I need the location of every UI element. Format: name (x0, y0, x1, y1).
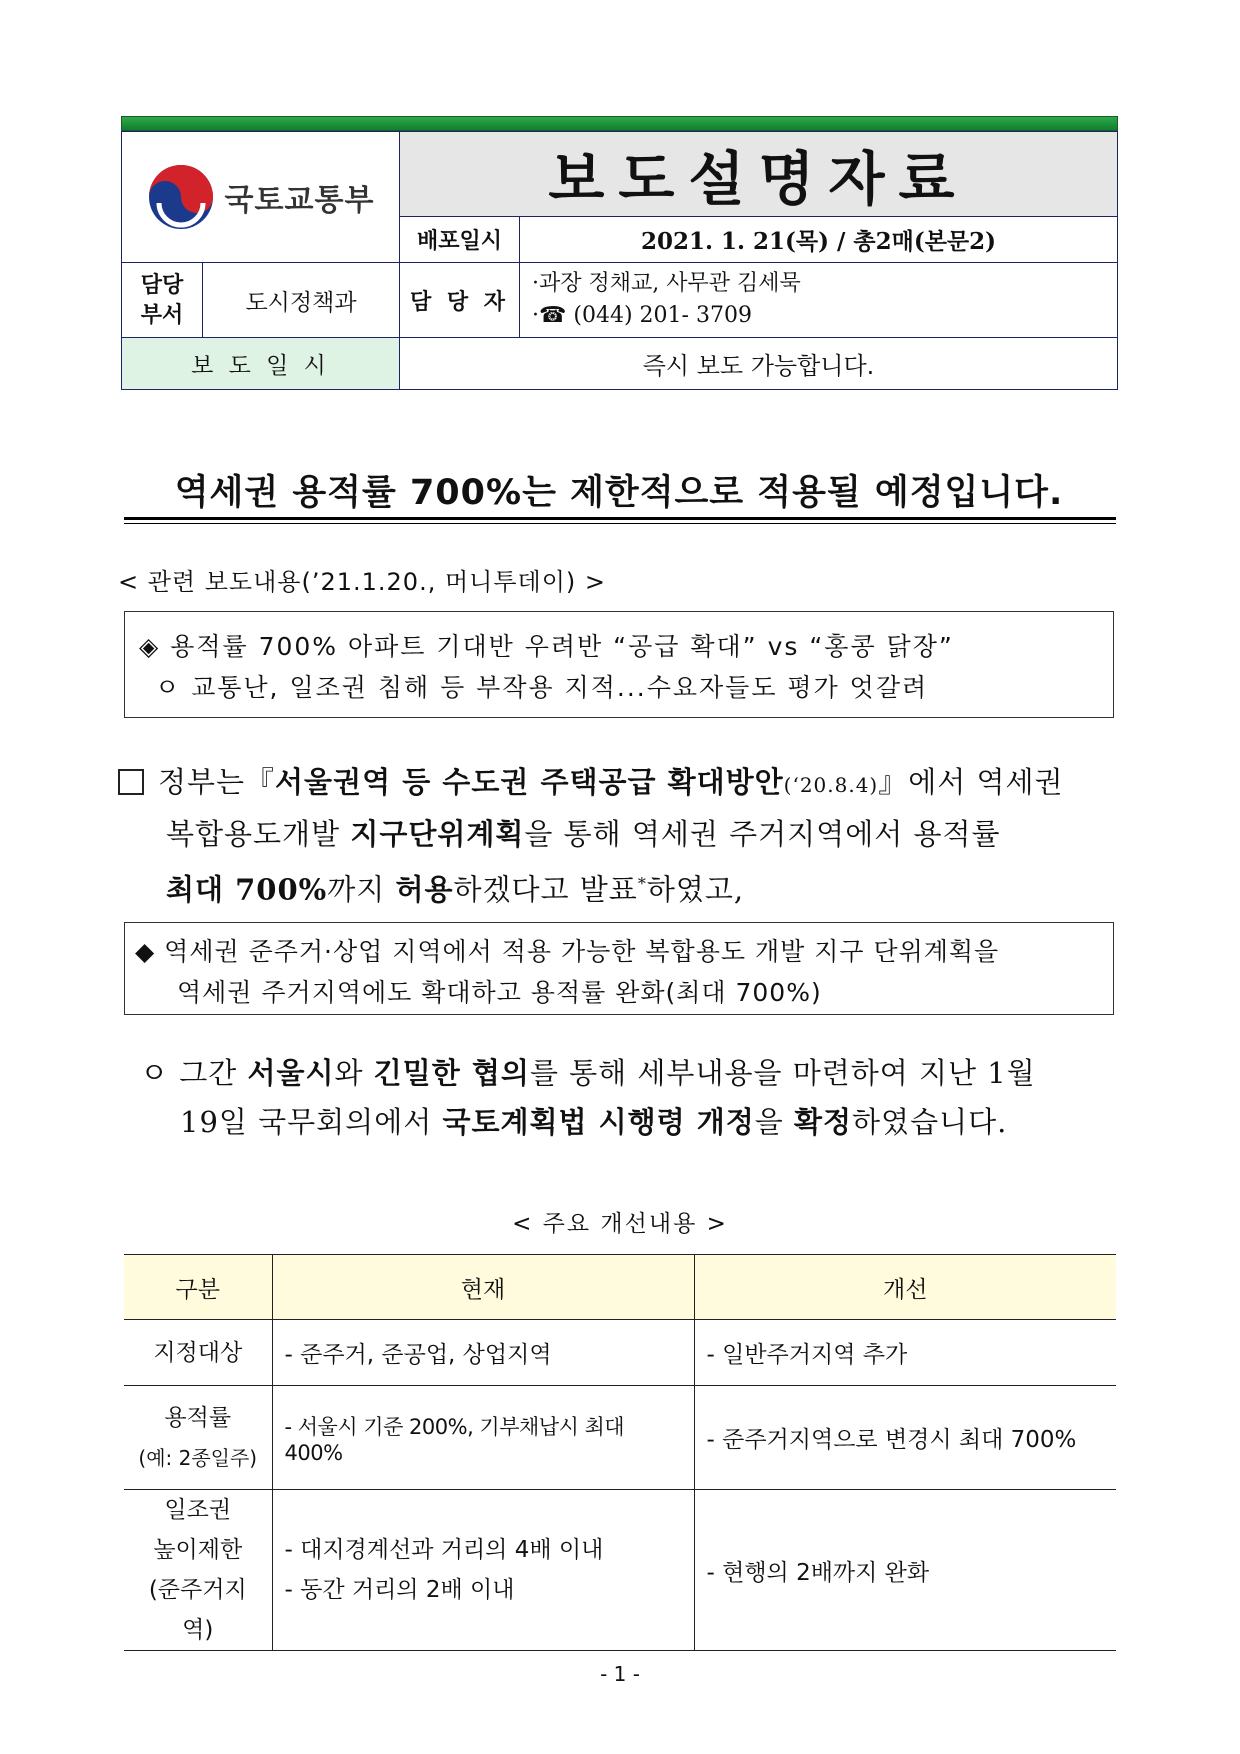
news-summary-box (124, 611, 1114, 718)
distribution-label: 배포일시 (400, 217, 520, 263)
row-label: 지정대상 (153, 1339, 243, 1366)
row-label: 용적률 (164, 1404, 232, 1431)
ministry-logo-cell (122, 132, 400, 263)
press-header (121, 116, 1118, 390)
note-line-2: 역세권 주거지역에도 확대하고 용적률 완화(최대 700%) (177, 978, 822, 1007)
current-value: - 서울시 기준 200%, 기부채납시 최대 400% (284, 1414, 625, 1465)
table-header: 현재 (272, 1255, 694, 1320)
table-header: 개선 (694, 1255, 1116, 1320)
headline-rule-thick (124, 517, 1116, 520)
current-value: - 대지경계선과 거리의 4배 이내 (284, 1537, 604, 1563)
p1-text: 하였고, (646, 872, 745, 907)
contact-label: 담 당 자 (400, 263, 520, 338)
p1-text: 정부는『 (158, 765, 276, 799)
row-label: 일조권 (164, 1497, 232, 1523)
p2-text: 을 (754, 1105, 795, 1139)
headline: 역세권 용적률 700%는 제한적으로 적용될 예정입니다. (174, 473, 1064, 513)
p2-bold: 서울시 (247, 1056, 335, 1090)
p2-text: 19일 국무회의에서 (180, 1105, 443, 1139)
p2-bold: 긴밀한 협의 (373, 1056, 530, 1090)
p1-bold: 최대 700% (166, 872, 328, 907)
header-green-bar (121, 116, 1118, 131)
note-box (124, 922, 1114, 1015)
current-value: - 준주거, 준공업, 상업지역 (284, 1342, 552, 1368)
p1-date: (‘20.8.4) (783, 773, 879, 797)
row-label-sub: (예: 2종일주) (138, 1445, 258, 1470)
related-news-caption: < 관련 보도내용(’21.1.20., 머니투데이) > (118, 568, 606, 596)
p2-bold: 확정 (794, 1105, 853, 1139)
p1-text: 복합용도개발 (166, 817, 351, 851)
ministry-name: 국토교통부 (224, 183, 375, 218)
contact-line-2: ·☎ (044) 201- 3709 (532, 303, 752, 328)
table-header: 구분 (124, 1255, 272, 1320)
table-caption: < 주요 개선내용 > (512, 1211, 728, 1237)
p2-text: 와 (334, 1056, 374, 1090)
doc-type-title: 보도설명자료 (400, 132, 1118, 217)
dept-value: 도시정책과 (245, 289, 357, 316)
current-value: - 동간 거리의 2배 이내 (284, 1577, 515, 1603)
p1-text: 』에서 역세권 (878, 765, 1064, 799)
headline-rule-thin (124, 523, 1116, 524)
table-row (124, 1490, 1116, 1651)
footnote-mark: * (637, 874, 647, 893)
row-label-sub: 높이제한 (153, 1537, 243, 1563)
main-paragraph (118, 758, 1118, 915)
p2-bold: 국토계획법 시행령 개정 (442, 1105, 755, 1139)
p1-text: 하겠다고 발표 (453, 872, 638, 907)
p1-bold: 허용 (395, 872, 454, 907)
p1-bold: 서울권역 등 수도권 주택공급 확대방안 (275, 765, 784, 799)
header-table (121, 131, 1118, 390)
row-label-sub: (준주거지역) (148, 1577, 247, 1643)
table-row (124, 1386, 1116, 1490)
dept-row (122, 263, 400, 338)
dept-label-1: 담당 (140, 272, 184, 298)
p1-text: 까지 (327, 872, 396, 907)
p2-text: ㅇ 그간 (140, 1056, 248, 1090)
note-line-1: ◆ 역세권 준주거·상업 지역에서 적용 가능한 복합용도 개발 지구 단위계획을 (135, 937, 1000, 966)
p1-text: 을 통해 역세권 주거지역에서 용적률 (524, 817, 1001, 851)
release-label: 보 도 일 시 (122, 338, 400, 390)
improved-value: - 현행의 2배까지 완화 (706, 1559, 930, 1586)
p1-bold: 지구단위계획 (350, 817, 525, 851)
table-row (124, 1320, 1116, 1386)
page-number: - 1 - (600, 1662, 640, 1686)
news-summary-line-1: ◈ 용적률 700% 아파트 기대반 우려반 “공급 확대” vs “홍콩 닭장” (139, 632, 954, 661)
improved-value: - 준주거지역으로 변경시 최대 700% (706, 1427, 1077, 1453)
table-header-row (124, 1255, 1116, 1320)
contact-line-1: ·과장 정채교, 사무관 김세묵 (532, 271, 801, 296)
news-summary-line-2: ㅇ 교통난, 일조권 침해 등 부작용 지적...수요자들도 평가 엇갈려 (155, 673, 929, 702)
p2-text: 를 통해 세부내용을 마련하여 지난 1월 (529, 1056, 1036, 1090)
checkbox-bullet-icon (118, 769, 144, 795)
p2-text: 하였습니다. (852, 1105, 1008, 1139)
sub-paragraph (140, 1049, 1120, 1147)
taegeuk-logo-icon (147, 163, 215, 231)
release-value: 즉시 보도 가능합니다. (400, 338, 1118, 390)
distribution-value: 2021. 1. 21(목) / 총2매(본문2) (520, 217, 1118, 263)
improvement-table (124, 1254, 1116, 1651)
dept-label-2: 부서 (140, 302, 184, 328)
improved-value: - 일반주거지역 추가 (706, 1342, 908, 1368)
